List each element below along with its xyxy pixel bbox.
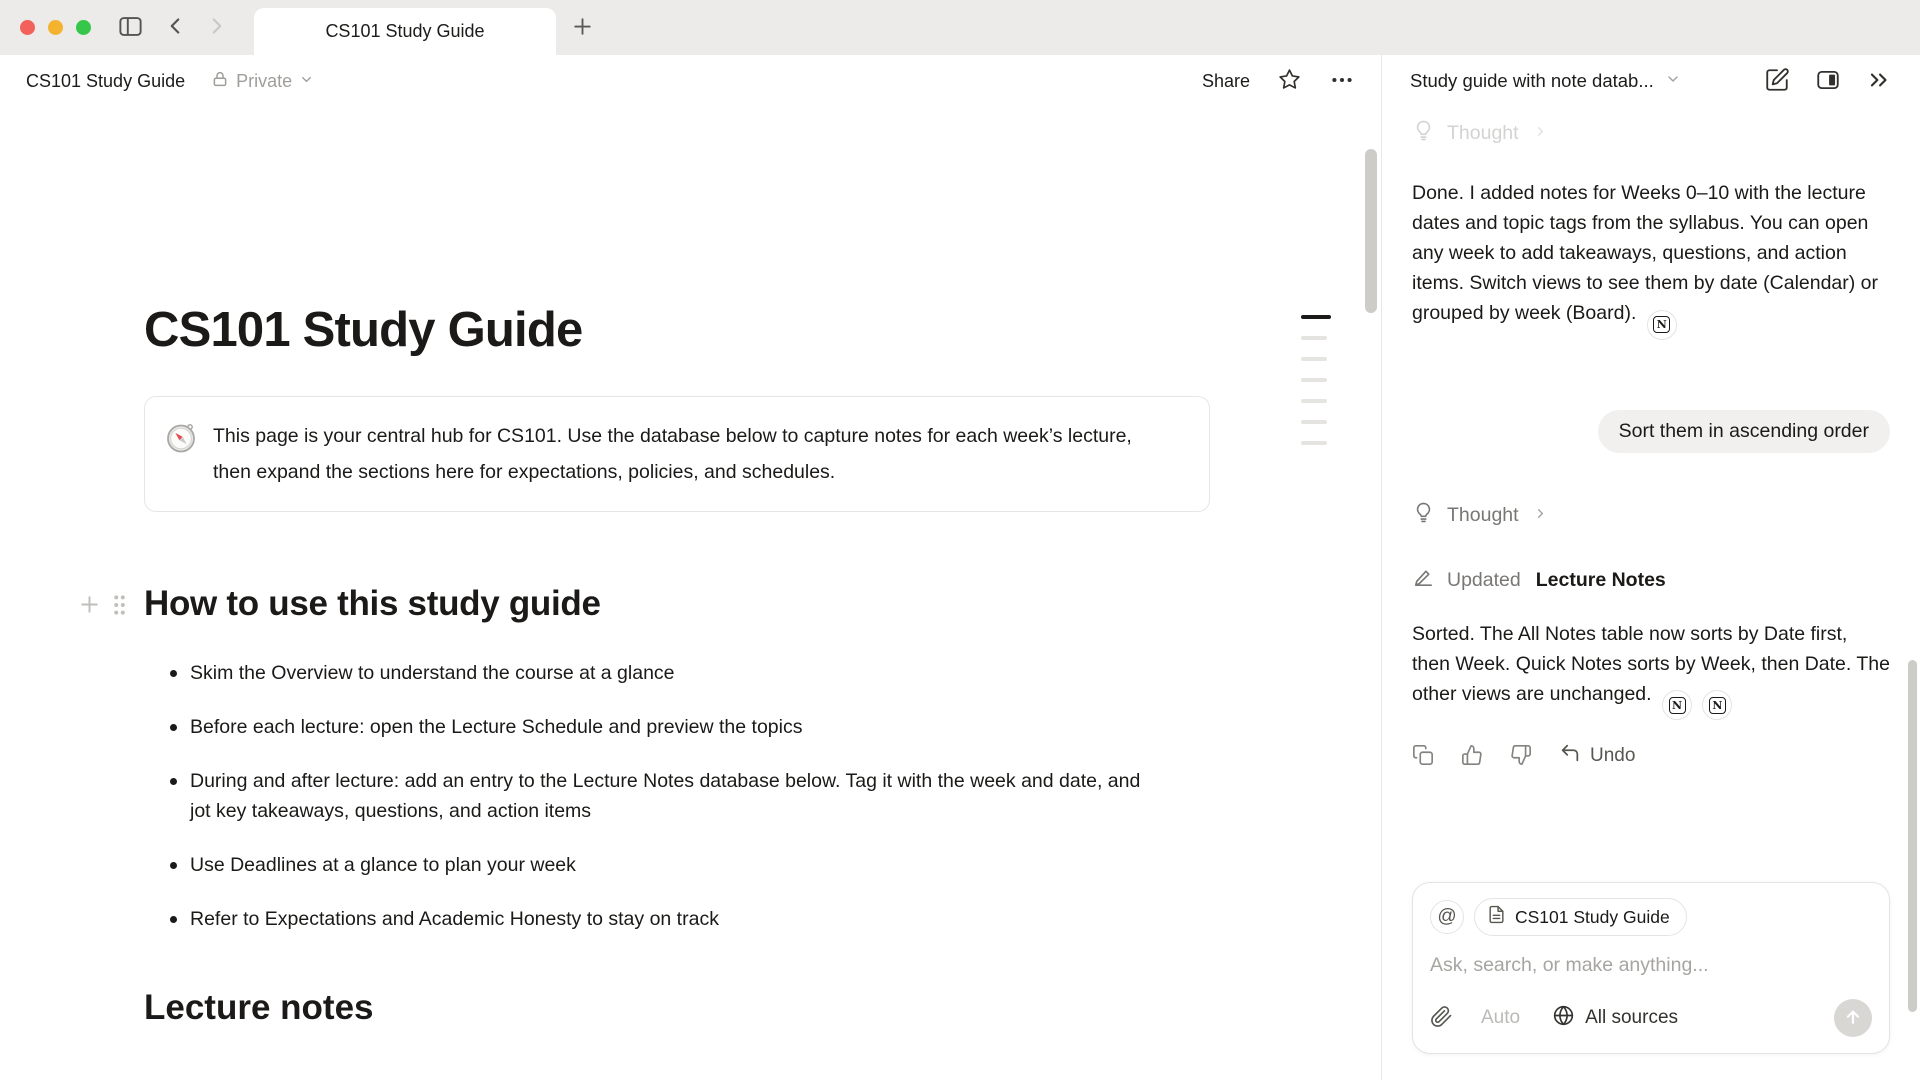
paperclip-icon xyxy=(1430,1005,1453,1031)
panel-right-icon xyxy=(1815,67,1841,96)
assistant-message xyxy=(1412,619,1890,721)
section-heading-lecture-notes[interactable]: Lecture notes xyxy=(144,988,374,1027)
toc-dash[interactable] xyxy=(1301,336,1327,340)
context-chip-label: CS101 Study Guide xyxy=(1515,906,1670,927)
thumbs-up-button[interactable] xyxy=(1461,744,1483,769)
send-button[interactable] xyxy=(1834,999,1872,1037)
assistant-message xyxy=(1412,178,1890,340)
main-column xyxy=(0,55,1382,1080)
page-header xyxy=(0,55,1381,107)
chevron-right-icon xyxy=(1533,504,1548,527)
chat-scrollbar[interactable] xyxy=(1908,660,1917,1012)
ai-sidebar-header xyxy=(1382,55,1920,107)
notion-logo-icon: N xyxy=(1653,316,1670,333)
notion-page-badge[interactable] xyxy=(1647,310,1677,340)
chat-title-dropdown[interactable] xyxy=(1410,70,1681,92)
copy-button[interactable] xyxy=(1412,744,1434,769)
updated-row xyxy=(1412,566,1890,595)
list-item[interactable]: During and after lecture: add an entry to the Lecture Notes database below. Tag it with the week and date, and jot key takeaways, questions, and action items xyxy=(144,762,1164,830)
thought-toggle[interactable] xyxy=(1412,501,1890,530)
toc-dash[interactable] xyxy=(1301,357,1327,361)
toc-dash[interactable] xyxy=(1301,420,1327,424)
window-controls xyxy=(0,20,91,35)
chevron-down-icon xyxy=(1665,71,1681,92)
new-chat-button[interactable] xyxy=(1764,67,1790,96)
attach-button[interactable] xyxy=(1430,1005,1453,1031)
list-item[interactable]: Refer to Expectations and Academic Honesty to stay on track xyxy=(144,900,1164,938)
minimize-window-button[interactable] xyxy=(48,20,63,35)
chat-input[interactable] xyxy=(1430,954,1872,977)
drag-handle[interactable] xyxy=(111,592,128,620)
ai-sidebar xyxy=(1382,55,1920,1080)
add-block-button[interactable] xyxy=(77,592,102,620)
collapse-sidebar-button[interactable] xyxy=(1866,67,1892,96)
list-item[interactable]: Use Deadlines at a glance to plan your week xyxy=(144,846,1164,884)
plus-icon xyxy=(570,14,595,42)
drag-dots-icon xyxy=(111,593,128,620)
close-window-button[interactable] xyxy=(20,20,35,35)
user-message-bubble: Sort them in ascending order xyxy=(1598,410,1890,453)
favorite-button[interactable] xyxy=(1277,67,1302,95)
thumbs-down-button[interactable] xyxy=(1510,744,1532,769)
callout-block[interactable] xyxy=(144,396,1210,512)
share-button[interactable]: Share xyxy=(1201,70,1250,91)
assistant-message-text: Done. I added notes for Weeks 0–10 with the lecture dates and topic tags from the syllabus. You can open any week to add takeaways, questions, and action items. Switch views to see them by date (Calendar) or grouped by week (Board). xyxy=(1412,182,1879,324)
undo-icon xyxy=(1559,742,1581,770)
compose-icon xyxy=(1764,67,1790,96)
breadcrumb[interactable]: CS101 Study Guide xyxy=(26,70,186,91)
list-item[interactable]: Skim the Overview to understand the course at a glance xyxy=(144,654,1164,692)
updated-label: Updated xyxy=(1447,568,1521,591)
toc-dash-current[interactable] xyxy=(1301,315,1331,319)
toc-dash[interactable] xyxy=(1301,378,1327,382)
thumbs-up-icon xyxy=(1461,744,1483,769)
bulleted-list xyxy=(144,654,1164,938)
chevron-left-icon xyxy=(162,13,188,42)
context-page-chip[interactable] xyxy=(1474,898,1687,936)
privacy-label: Private xyxy=(236,70,293,91)
updated-page-link[interactable]: Lecture Notes xyxy=(1535,568,1666,591)
thought-label: Thought xyxy=(1447,122,1519,144)
more-options-button[interactable] xyxy=(1329,67,1355,96)
tab-bar xyxy=(0,0,1920,55)
forward-button[interactable] xyxy=(204,13,230,42)
document-scrollbar[interactable] xyxy=(1365,149,1377,313)
pencil-line-icon xyxy=(1412,566,1435,595)
back-button[interactable] xyxy=(162,13,188,42)
globe-icon xyxy=(1552,1004,1575,1033)
message-actions xyxy=(1412,742,1890,770)
thumbs-down-icon xyxy=(1510,744,1532,769)
notion-logo-icon: N xyxy=(1669,697,1686,714)
mention-button[interactable] xyxy=(1430,900,1464,934)
undo-label: Undo xyxy=(1590,745,1636,766)
chevron-right-icon xyxy=(1533,122,1548,145)
open-panel-button[interactable] xyxy=(1815,67,1841,96)
model-mode-selector[interactable]: Auto xyxy=(1481,1007,1521,1028)
toc-dash[interactable] xyxy=(1301,441,1327,445)
sources-label: All sources xyxy=(1585,1007,1679,1028)
chevron-down-icon xyxy=(299,71,314,92)
thought-label: Thought xyxy=(1447,503,1519,526)
panel-left-icon xyxy=(117,13,144,43)
chat-transcript xyxy=(1382,107,1920,1080)
assistant-message-text: Sorted. The All Notes table now sorts by Date first, then Week. Quick Notes sorts by Week, then Date. The other views are unchanged. xyxy=(1412,622,1890,705)
tab-title: CS101 Study Guide xyxy=(325,21,485,41)
tab-cs101-study-guide[interactable] xyxy=(254,8,556,55)
toc-dash[interactable] xyxy=(1301,399,1327,403)
double-chevron-right-icon xyxy=(1866,67,1892,96)
chevron-right-icon xyxy=(204,13,230,42)
zoom-window-button[interactable] xyxy=(76,20,91,35)
new-tab-button[interactable] xyxy=(570,14,595,42)
arrow-up-icon xyxy=(1843,1007,1863,1030)
plus-icon xyxy=(77,592,102,620)
page-icon xyxy=(1487,905,1506,929)
at-icon: @ xyxy=(1437,906,1457,927)
ellipsis-icon xyxy=(1329,67,1355,96)
callout-text: This page is your central hub for CS101. Use the database below to capture notes for each week’s lecture, then expand the sections here for expectations, policies, and schedules. xyxy=(213,425,1132,483)
lightbulb-icon xyxy=(1412,501,1435,530)
compass-icon xyxy=(165,421,197,490)
undo-button[interactable] xyxy=(1559,742,1635,770)
notion-page-badge[interactable] xyxy=(1662,690,1692,720)
page-title[interactable]: CS101 Study Guide xyxy=(144,303,583,357)
copy-icon xyxy=(1412,744,1434,769)
table-of-contents-rail xyxy=(1301,315,1331,462)
thought-toggle-faded[interactable] xyxy=(1412,119,1890,148)
star-icon xyxy=(1277,67,1302,95)
chat-composer xyxy=(1412,882,1890,1054)
list-item[interactable]: Before each lecture: open the Lecture Schedule and preview the topics xyxy=(144,708,1164,746)
document-canvas xyxy=(0,107,1381,1080)
section-heading-how-to-use[interactable]: How to use this study guide xyxy=(144,584,601,623)
privacy-dropdown[interactable] xyxy=(211,70,314,93)
toggle-sidebar-button[interactable] xyxy=(117,13,144,43)
notion-page-badge[interactable] xyxy=(1702,690,1732,720)
lock-icon xyxy=(211,70,229,93)
sources-selector[interactable] xyxy=(1552,1004,1678,1033)
chat-title: Study guide with note datab... xyxy=(1410,70,1654,91)
notion-logo-icon: N xyxy=(1709,697,1726,714)
lightbulb-icon xyxy=(1412,119,1435,148)
